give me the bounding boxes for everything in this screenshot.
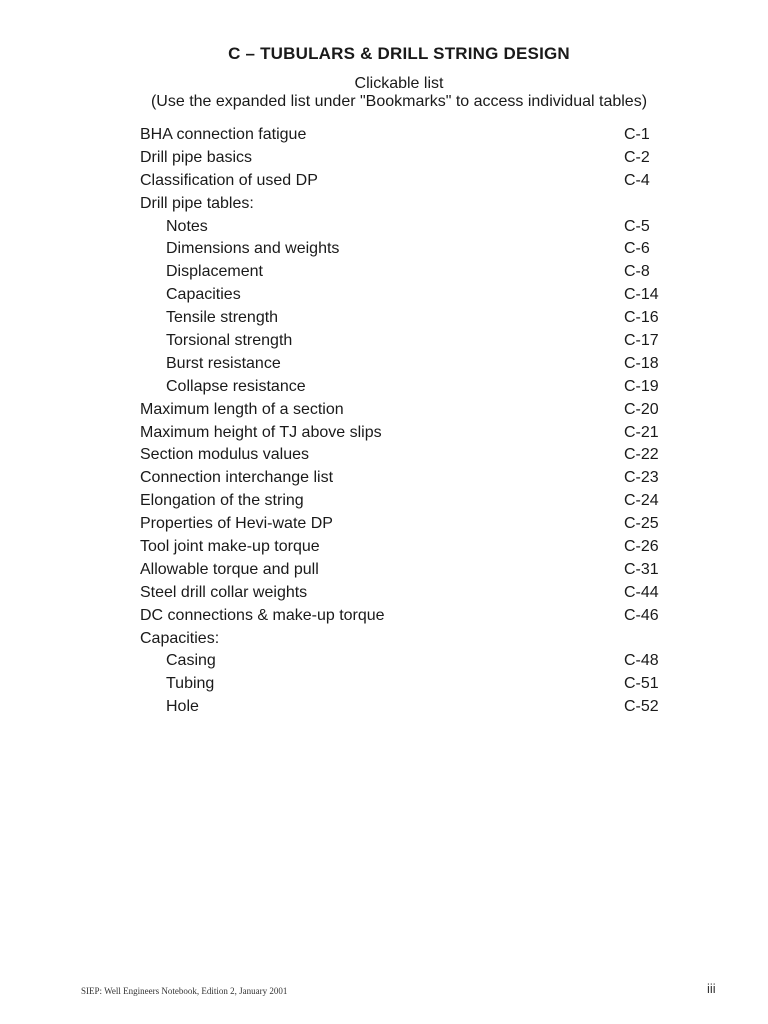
- toc-entry-label: Drill pipe tables:: [140, 194, 254, 212]
- page-title: C – TUBULARS & DRILL STRING DESIGN: [228, 44, 570, 63]
- toc-entry-page: C-17: [624, 332, 659, 350]
- toc-entry[interactable]: [140, 605, 670, 628]
- toc-entry-label: Elongation of the string: [140, 492, 304, 510]
- toc-entry-label: Collapse resistance: [166, 377, 306, 395]
- toc-entry-label: Allowable torque and pull: [140, 560, 319, 578]
- toc-entry-label: Tubing: [166, 675, 215, 693]
- toc-entry[interactable]: [140, 582, 670, 605]
- page-subtitle: Clickable list: [354, 75, 444, 92]
- toc-entry-page: C-26: [624, 538, 659, 556]
- toc-entry-label: Dimensions and weights: [166, 240, 340, 258]
- table-of-contents: [140, 124, 670, 719]
- toc-section-heading: [140, 628, 670, 651]
- toc-entry-page: C-25: [624, 515, 659, 533]
- footer-source: SIEP: Well Engineers Notebook, Edition 2, January 2001: [81, 986, 288, 996]
- toc-entry-page: C-22: [624, 446, 659, 464]
- toc-entry-label: Connection interchange list: [140, 469, 334, 487]
- toc-entry-label: Displacement: [166, 263, 263, 281]
- toc-entry-label: Capacities: [166, 286, 241, 304]
- toc-entry-page: C-19: [624, 377, 659, 395]
- toc-entry[interactable]: [140, 307, 670, 330]
- toc-entry[interactable]: [140, 147, 670, 170]
- toc-entry[interactable]: [140, 330, 670, 353]
- toc-section-heading: [140, 193, 670, 216]
- toc-entry[interactable]: [140, 536, 670, 559]
- toc-entry[interactable]: [140, 261, 670, 284]
- toc-entry-label: BHA connection fatigue: [140, 126, 307, 143]
- toc-entry-page: C-5: [624, 217, 650, 235]
- toc-entry-page: C-52: [624, 698, 659, 716]
- footer-page-number: iii: [707, 981, 716, 996]
- toc-entry[interactable]: [140, 696, 670, 719]
- toc-entry-label: Classification of used DP: [140, 171, 318, 189]
- toc-entry-page: C-1: [624, 126, 650, 143]
- toc-entry[interactable]: [140, 284, 670, 307]
- toc-entry-page: C-20: [624, 400, 659, 418]
- toc-entry-label: Tool joint make-up torque: [140, 538, 320, 556]
- toc-entry-label: Torsional strength: [166, 332, 293, 350]
- toc-entry-label: Burst resistance: [166, 354, 281, 372]
- toc-entry[interactable]: [140, 467, 670, 490]
- toc-entry-page: C-46: [624, 606, 659, 624]
- toc-entry[interactable]: [140, 513, 670, 536]
- toc-entry-page: C-48: [624, 652, 659, 670]
- toc-entry-page: C-14: [624, 286, 659, 304]
- toc-entry[interactable]: [140, 559, 670, 582]
- toc-entry[interactable]: [140, 124, 670, 147]
- toc-entry-page: C-2: [624, 148, 650, 166]
- toc-entry-page: C-44: [624, 583, 659, 601]
- toc-entry-label: Section modulus values: [140, 446, 309, 464]
- toc-entry[interactable]: [140, 216, 670, 239]
- toc-entry[interactable]: [140, 490, 670, 513]
- toc-entry-label: DC connections & make-up torque: [140, 606, 385, 624]
- toc-entry[interactable]: [140, 399, 670, 422]
- toc-entry-label: Maximum height of TJ above slips: [140, 423, 382, 441]
- toc-entry[interactable]: [140, 170, 670, 193]
- toc-entry-page: C-8: [624, 263, 650, 281]
- toc-entry-page: C-21: [624, 423, 659, 441]
- toc-entry[interactable]: [140, 353, 670, 376]
- toc-entry-page: C-23: [624, 469, 659, 487]
- toc-entry-page: C-4: [624, 171, 650, 189]
- toc-entry-page: C-16: [624, 309, 659, 327]
- toc-entry[interactable]: [140, 376, 670, 399]
- toc-entry[interactable]: [140, 238, 670, 261]
- toc-entry-label: Tensile strength: [166, 309, 279, 327]
- toc-entry-page: C-24: [624, 492, 659, 510]
- toc-entry-label: Drill pipe basics: [140, 148, 253, 166]
- toc-entry-label: Hole: [166, 698, 199, 716]
- toc-entry-label: Properties of Hevi-wate DP: [140, 515, 333, 533]
- toc-entry-label: Casing: [166, 652, 216, 670]
- toc-entry-label: Notes: [166, 217, 208, 235]
- toc-entry-page: C-6: [624, 240, 650, 258]
- bookmarks-instruction: (Use the expanded list under "Bookmarks" to access individual tables): [150, 93, 648, 110]
- toc-entry-page: C-51: [624, 675, 659, 693]
- toc-entry-page: C-31: [624, 560, 659, 578]
- toc-entry[interactable]: [140, 650, 670, 673]
- toc-entry-label: Steel drill collar weights: [140, 583, 308, 601]
- toc-entry-page: C-18: [624, 354, 659, 372]
- toc-entry[interactable]: [140, 422, 670, 445]
- toc-entry-label: Capacities:: [140, 629, 220, 647]
- toc-entry-label: Maximum length of a section: [140, 400, 344, 418]
- toc-entry[interactable]: [140, 673, 670, 696]
- toc-entry[interactable]: [140, 444, 670, 467]
